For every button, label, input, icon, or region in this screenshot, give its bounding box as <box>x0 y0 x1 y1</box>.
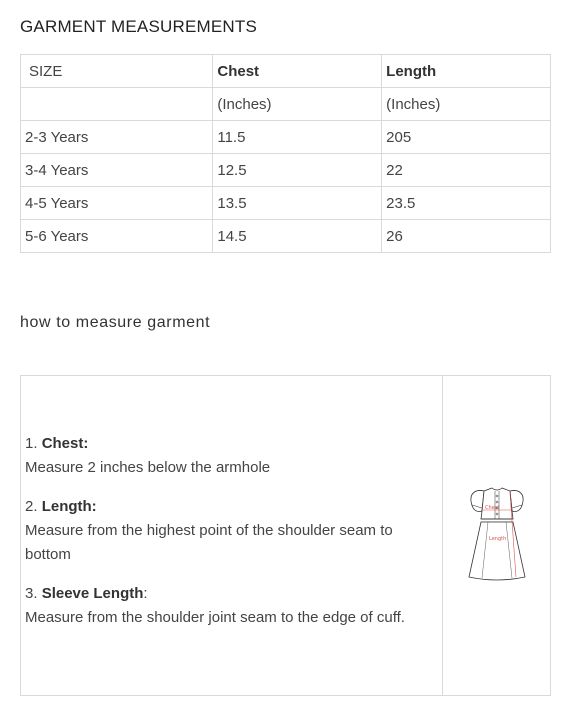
units-cell-length: (Inches) <box>382 88 551 121</box>
units-cell-size <box>21 88 213 121</box>
size-cell: 4-5 Years <box>21 187 213 220</box>
length-cell: 23.5 <box>382 187 551 220</box>
length-measure-label: Length <box>489 536 507 542</box>
chest-cell: 12.5 <box>213 154 382 187</box>
units-cell-chest: (Inches) <box>213 88 382 121</box>
step-number: 3. <box>25 585 38 602</box>
step-description: Measure from the shoulder joint seam to the edge of cuff. <box>25 609 405 626</box>
step-label: Sleeve Length <box>41 585 144 602</box>
step-label-suffix: : <box>143 585 148 602</box>
table-units-row <box>21 88 551 121</box>
column-divider <box>442 376 443 695</box>
length-cell: 22 <box>382 154 551 187</box>
step-label: Length: <box>41 498 97 515</box>
table-header-row <box>21 55 551 88</box>
step-description: Measure from the highest point of the shoulder seam to bottom <box>25 522 393 563</box>
chest-measure-label: Chest <box>485 505 500 511</box>
length-cell: 205 <box>382 121 551 154</box>
step-length <box>25 495 425 567</box>
length-cell: 26 <box>382 220 551 253</box>
section-title-how-to-measure: how to measure garment <box>20 314 211 331</box>
size-cell: 5-6 Years <box>21 220 213 253</box>
chest-cell: 11.5 <box>213 121 382 154</box>
column-header-length: Length <box>382 55 551 88</box>
table-row <box>21 220 551 253</box>
step-sleeve-length <box>25 582 425 630</box>
column-header-size: SIZE <box>21 55 213 88</box>
measure-steps <box>25 432 425 645</box>
step-number: 1. <box>25 435 38 452</box>
dress-diagram-icon <box>462 481 532 586</box>
dress-illustration <box>462 481 532 586</box>
page-title: GARMENT MEASUREMENTS <box>20 17 257 36</box>
size-cell: 3-4 Years <box>21 154 213 187</box>
step-number: 2. <box>25 498 38 515</box>
step-chest <box>25 432 425 480</box>
step-label: Chest: <box>41 435 89 452</box>
chest-cell: 14.5 <box>213 220 382 253</box>
table-row <box>21 187 551 220</box>
measure-instructions-box <box>20 375 551 696</box>
size-cell: 2-3 Years <box>21 121 213 154</box>
table-row <box>21 154 551 187</box>
step-description: Measure 2 inches below the armhole <box>25 459 271 476</box>
chest-cell: 13.5 <box>213 187 382 220</box>
column-header-chest: Chest <box>213 55 382 88</box>
size-chart-table <box>20 54 551 253</box>
table-row <box>21 121 551 154</box>
